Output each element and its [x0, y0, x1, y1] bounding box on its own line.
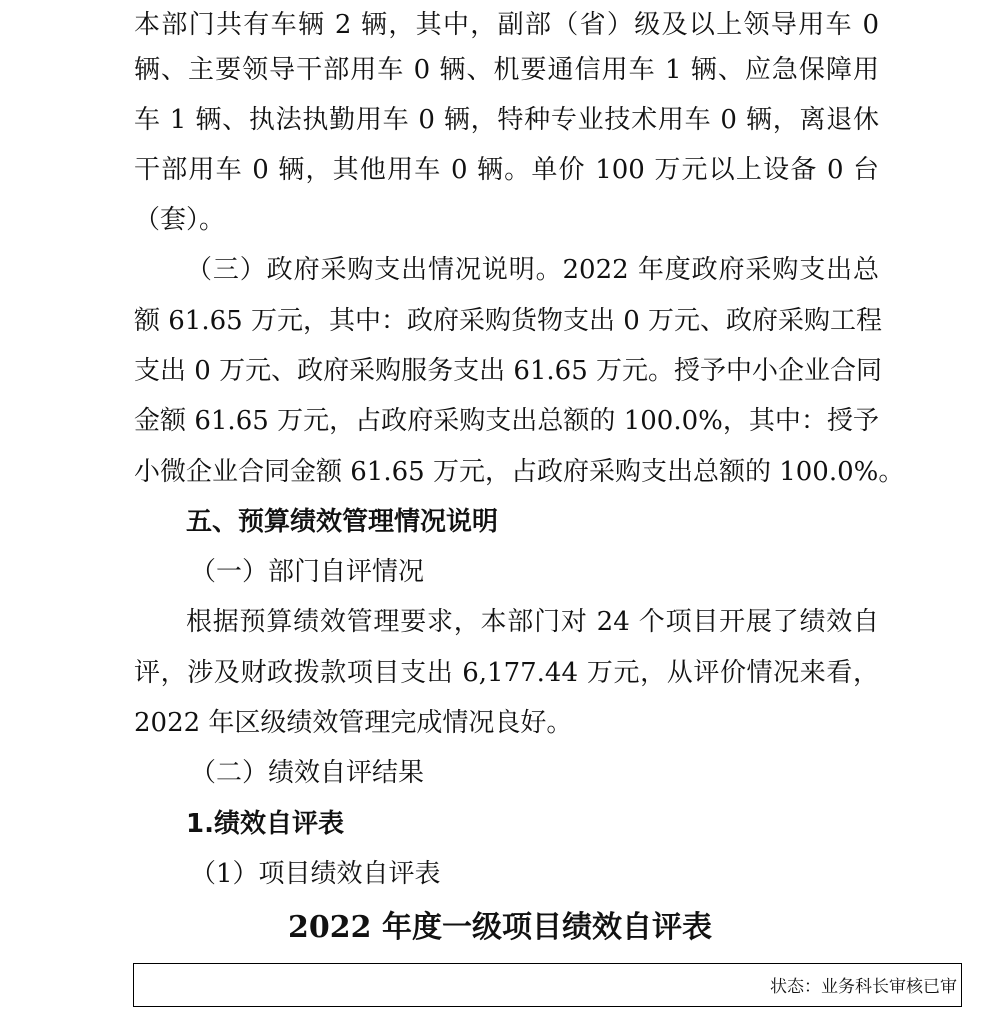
self-eval-table	[133, 963, 962, 1007]
vehicles-line-3: 车 1 辆、执法执勤用车 0 辆，特种专业技术用车 0 辆，离退休	[134, 105, 879, 135]
procurement-line-3: 支出 0 万元、政府采购服务支出 61.65 万元。授予中小企业合同	[134, 356, 883, 386]
self-eval-line-3: 2022 年区级绩效管理完成情况良好。	[134, 708, 573, 738]
section-five-heading: 五、预算绩效管理情况说明	[186, 507, 499, 537]
procurement-line-2: 额 61.65 万元，其中：政府采购货物支出 0 万元、政府采购工程	[134, 306, 883, 336]
vehicles-line-5: （套）。	[134, 205, 226, 235]
review-status: 状态：业务科长审核已审	[770, 977, 957, 997]
self-eval-line-2: 评，涉及财政拨款项目支出 6,177.44 万元，从评价情况来看，	[134, 658, 879, 688]
self-eval-line-1: 根据预算绩效管理要求，本部门对 24 个项目开展了绩效自	[186, 607, 879, 637]
vehicles-line-4: 干部用车 0 辆，其他用车 0 辆。单价 100 万元以上设备 0 台	[134, 155, 879, 185]
vehicles-line-1: 本部门共有车辆 2 辆，其中，副部（省）级及以上领导用车 0	[134, 10, 879, 40]
table-title: 2022 年度一级项目绩效自评表	[288, 910, 712, 945]
vehicles-line-2: 辆、主要领导干部用车 0 辆、机要通信用车 1 辆、应急保障用	[134, 55, 879, 85]
project-self-eval-table-label: （1）项目绩效自评表	[190, 859, 441, 889]
procurement-line-1: （三）政府采购支出情况说明。2022 年度政府采购支出总	[186, 255, 879, 285]
procurement-line-5: 小微企业合同金额 61.65 万元，占政府采购支出总额的 100.0%。	[134, 457, 905, 487]
self-eval-subheading: （一）部门自评情况	[190, 557, 425, 587]
self-eval-results-subheading: （二）绩效自评结果	[190, 758, 425, 788]
procurement-line-4: 金额 61.65 万元，占政府采购支出总额的 100.0%，其中：授予	[134, 406, 879, 436]
self-eval-table-heading: 1.绩效自评表	[186, 809, 344, 839]
